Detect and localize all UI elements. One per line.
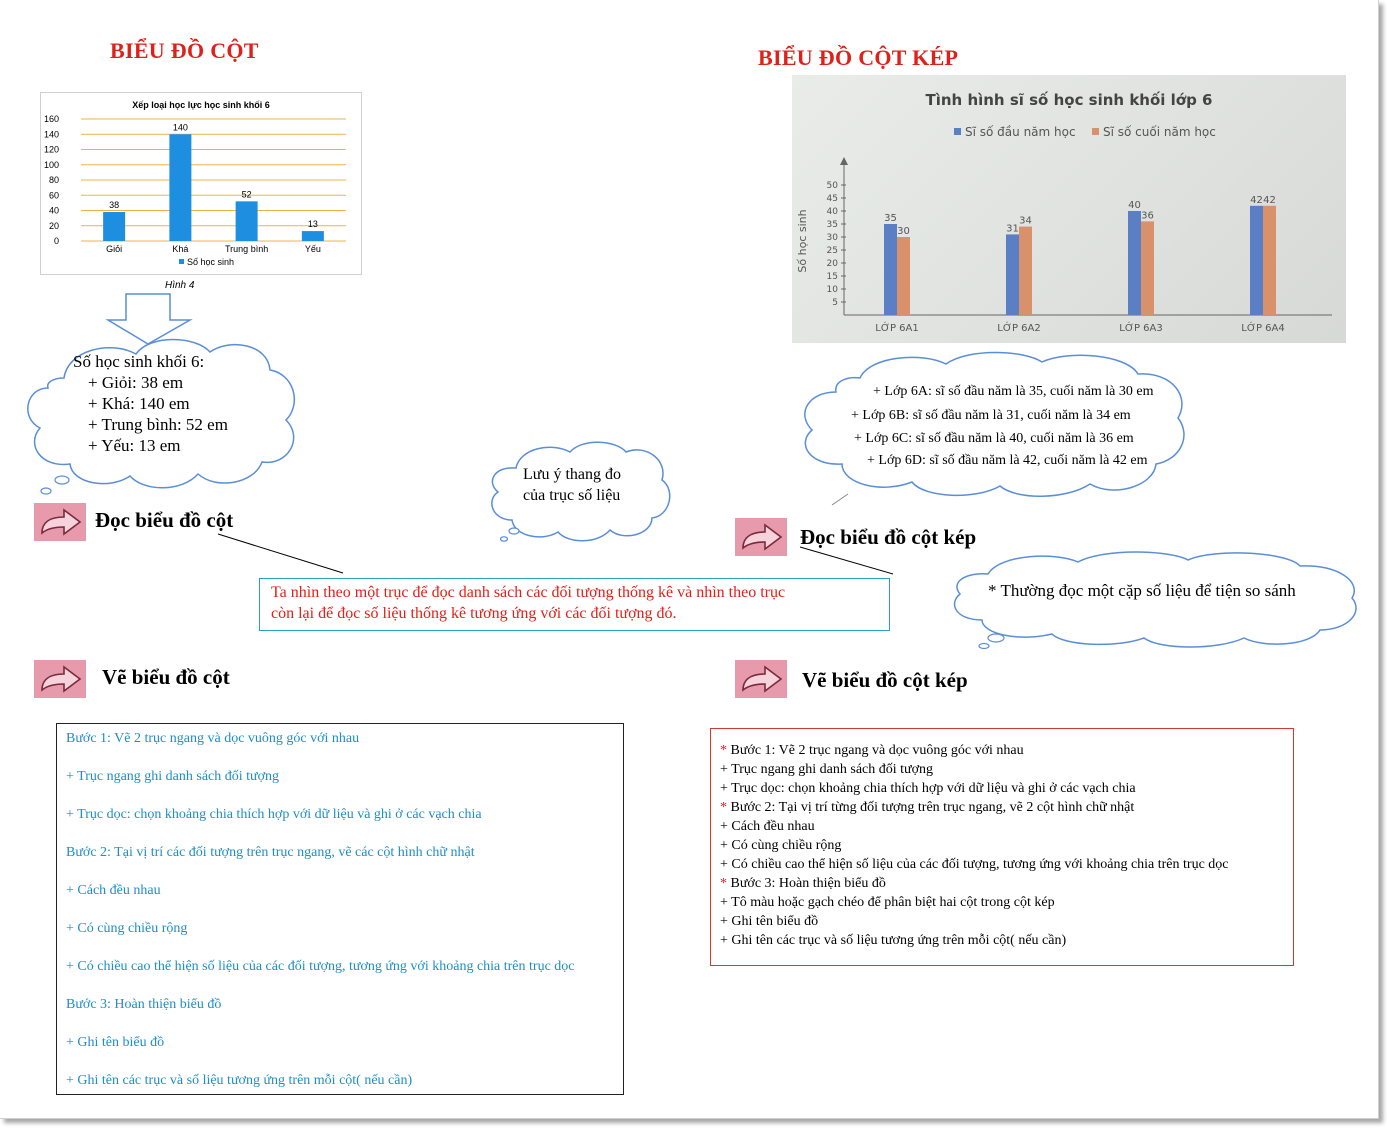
y-tick-label: 40 bbox=[48, 205, 59, 216]
bar bbox=[884, 224, 897, 315]
y-tick-label: 40 bbox=[826, 207, 838, 217]
data-label: 42 bbox=[1250, 194, 1263, 206]
scale-note-line: của trục số liệu bbox=[523, 487, 621, 504]
step-line: + Cách đều nhau bbox=[720, 819, 815, 834]
y-tick-label: 0 bbox=[53, 236, 59, 246]
step-line: * Bước 2: Tại vị trí từng đối tượng trên trục ngang, vẽ 2 cột hình chữ nhật bbox=[720, 800, 1135, 815]
step-line: Bước 2: Tại vị trí các đối tượng trên trục ngang, vẽ các cột hình chữ nhật bbox=[66, 845, 475, 860]
legend-swatch bbox=[954, 128, 961, 135]
class-size-line: + Lớp 6B: sĩ số đầu năm là 31, cuối năm là 34 em bbox=[851, 408, 1131, 423]
bar bbox=[1019, 227, 1032, 315]
cloud-line: + Khá: 140 em bbox=[88, 394, 190, 413]
step-line: + Cách đều nhau bbox=[66, 883, 161, 898]
chart-title: Tình hình sĩ số học sinh khối lớp 6 bbox=[925, 91, 1213, 109]
step-line: + Trục dọc: chọn khoảng chia thích hợp với dữ liệu và ghi ở các vạch chia bbox=[720, 781, 1136, 796]
note-line: còn lại để đọc số liệu thống kê tương ứng với các đối tượng đó. bbox=[271, 605, 677, 622]
step-line: + Tô màu hoặc gạch chéo để phân biệt hai cột trong cột kép bbox=[720, 895, 1055, 910]
bar bbox=[1141, 221, 1154, 315]
y-tick-label: 10 bbox=[826, 285, 838, 295]
y-tick-label: 80 bbox=[48, 175, 59, 185]
data-label: 42 bbox=[1263, 194, 1276, 206]
double-bar-chart-steps-box bbox=[710, 728, 1294, 966]
step-line: + Trục ngang ghi danh sách đối tượng bbox=[720, 762, 934, 777]
step-line: + Trục ngang ghi danh sách đối tượng bbox=[66, 769, 280, 784]
bar bbox=[1128, 211, 1141, 315]
x-tick-label: LỚP 6A4 bbox=[1241, 323, 1285, 334]
data-label: 140 bbox=[172, 122, 188, 133]
data-label: 52 bbox=[241, 189, 252, 200]
draw-bar-chart-heading: Vẽ biểu đồ cột bbox=[102, 665, 230, 689]
step-line: + Trục dọc: chọn khoảng chia thích hợp với dữ liệu và ghi ở các vạch chia bbox=[66, 807, 482, 822]
x-tick-label: Khá bbox=[172, 244, 189, 254]
y-tick-label: 20 bbox=[48, 220, 59, 231]
y-tick-label: 140 bbox=[43, 129, 59, 140]
x-tick-label: Trung bình bbox=[225, 244, 269, 254]
legend-label: Sĩ số đầu năm học bbox=[965, 125, 1076, 139]
y-tick-label: 35 bbox=[826, 220, 838, 230]
y-tick-label: 120 bbox=[43, 144, 59, 155]
step-line: + Ghi tên các trục và số liệu tương ứng trên mỗi cột( nếu cần) bbox=[66, 1073, 413, 1088]
double-bar-chart-section-title: BIỂU ĐỒ CỘT KÉP bbox=[758, 45, 959, 70]
step-line: * Bước 1: Vẽ 2 trục ngang và dọc vuông góc với nhau bbox=[720, 743, 1024, 758]
class-size-line: + Lớp 6A: sĩ số đầu năm là 35, cuối năm là 30 em bbox=[873, 384, 1154, 399]
bar-chart-section-title: BIỂU ĐỒ CỘT bbox=[110, 38, 259, 63]
double-bar-chart-svg bbox=[792, 75, 1346, 343]
legend-swatch bbox=[1092, 128, 1099, 135]
read-double-bar-chart-heading: Đọc biểu đồ cột kép bbox=[800, 525, 977, 549]
y-tick-label: 100 bbox=[43, 159, 59, 170]
cloud-intro-text: Số học sinh khối 6: bbox=[73, 352, 205, 371]
y-axis-arrow bbox=[840, 157, 848, 165]
step-line: + Ghi tên biểu đồ bbox=[66, 1035, 165, 1050]
step-line: + Có cùng chiều rộng bbox=[66, 921, 188, 936]
chart-title: Xếp loại học lực học sinh khối 6 bbox=[132, 100, 270, 110]
x-tick-label: LỚP 6A1 bbox=[875, 323, 919, 334]
read-bar-chart-heading: Đọc biểu đồ cột bbox=[95, 508, 234, 532]
data-label: 40 bbox=[1128, 200, 1141, 211]
note-line: Ta nhìn theo một trục để đọc danh sách các đối tượng thống kê và nhìn theo trục bbox=[271, 584, 786, 601]
double-bar-chart bbox=[792, 75, 1346, 343]
draw-double-bar-chart-heading: Vẽ biểu đồ cột kép bbox=[802, 668, 968, 692]
legend-label: Sĩ số cuối năm học bbox=[1103, 125, 1216, 139]
y-tick-label: 15 bbox=[826, 272, 838, 282]
cloud-line: + Trung bình: 52 em bbox=[88, 415, 228, 434]
legend-label: Số học sinh bbox=[187, 257, 235, 267]
reading-note-box bbox=[259, 578, 890, 631]
y-tick-label: 25 bbox=[826, 246, 838, 256]
y-tick-label: 60 bbox=[48, 190, 59, 201]
right-arrow-icon bbox=[735, 660, 787, 698]
chart-caption: Hình 4 bbox=[165, 280, 195, 291]
data-label: 30 bbox=[897, 226, 910, 237]
data-label: 36 bbox=[1141, 210, 1154, 222]
y-tick-label: 50 bbox=[826, 181, 838, 191]
step-line: Bước 1: Vẽ 2 trục ngang và dọc vuông góc với nhau bbox=[66, 731, 360, 746]
y-tick-label: 30 bbox=[826, 233, 838, 243]
cloud-line: + Giỏi: 38 em bbox=[88, 373, 184, 392]
x-tick-label: LỚP 6A3 bbox=[1119, 323, 1163, 334]
step-line: + Có chiều cao thể hiện số liệu của các đối tượng, tương ứng với khoảng chia trên trục dọc bbox=[66, 959, 575, 974]
y-tick-label: 5 bbox=[832, 298, 838, 308]
x-tick-label: Giỏi bbox=[106, 244, 123, 254]
bar bbox=[1263, 206, 1276, 315]
right-arrow-icon bbox=[735, 518, 787, 556]
step-line: + Ghi tên biểu đồ bbox=[720, 914, 819, 929]
class-size-line: + Lớp 6D: sĩ số đầu năm là 42, cuối năm là 42 em bbox=[867, 453, 1148, 468]
step-line: Bước 3: Hoàn thiện biểu đồ bbox=[66, 997, 222, 1012]
y-tick-label: 20 bbox=[826, 259, 838, 269]
x-tick-label: Yếu bbox=[304, 244, 321, 254]
bar bbox=[897, 237, 910, 315]
x-tick-label: LỚP 6A2 bbox=[997, 323, 1041, 334]
data-label: 31 bbox=[1006, 223, 1019, 235]
cloud-line: + Yếu: 13 em bbox=[88, 436, 181, 455]
bar bbox=[1006, 234, 1019, 315]
step-line: + Có chiều cao thể hiện số liệu của các đối tượng, tương ứng với khoảng chia trên trục dọc bbox=[720, 857, 1229, 872]
y-axis-label: Số học sinh bbox=[796, 209, 809, 273]
y-tick-label: 45 bbox=[826, 194, 838, 204]
right-arrow-icon bbox=[34, 660, 86, 698]
y-tick-label: 160 bbox=[43, 114, 59, 124]
compare-note-text: * Thường đọc một cặp số liệu để tiện so sánh bbox=[988, 581, 1296, 600]
step-line: + Ghi tên các trục và số liệu tương ứng trên mỗi cột( nếu cần) bbox=[720, 933, 1067, 948]
bar bbox=[1250, 206, 1263, 315]
class-size-line: + Lớp 6C: sĩ số đầu năm là 40, cuối năm là 36 em bbox=[854, 431, 1134, 446]
data-label: 35 bbox=[884, 213, 897, 224]
scale-note-line: Lưu ý thang đo bbox=[523, 466, 621, 483]
data-label: 38 bbox=[109, 200, 120, 211]
data-label: 13 bbox=[307, 219, 318, 230]
data-label: 34 bbox=[1019, 215, 1032, 227]
step-line: * Bước 3: Hoàn thiện biểu đồ bbox=[720, 876, 886, 891]
step-line: + Có cùng chiều rộng bbox=[720, 838, 842, 853]
bar-chart-steps-box bbox=[56, 723, 624, 1095]
